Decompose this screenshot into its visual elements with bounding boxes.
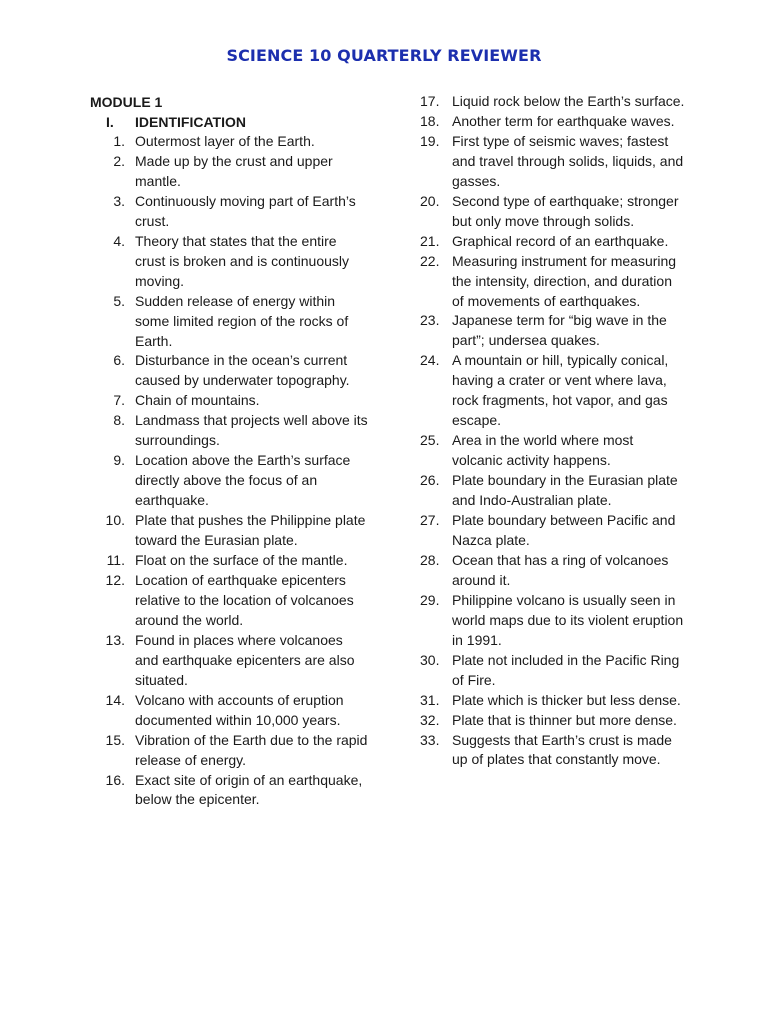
question-text: Second type of earthquake; stronger but only move through solids. [452, 192, 679, 229]
question-number: 17. [420, 93, 440, 109]
question-text: Plate which is thicker but less dense. [452, 691, 681, 708]
question-item [90, 771, 370, 811]
question-text: Graphical record of an earthquake. [452, 232, 669, 249]
question-text: Outermost layer of the Earth. [135, 133, 315, 149]
question-text: Theory that states that the entire crust is broken and is continuously moving. [135, 232, 349, 289]
question-item [420, 711, 686, 731]
question-item [90, 351, 370, 391]
question-text: Exact site of origin of an earthquake, below the epicenter. [135, 771, 363, 808]
question-item [420, 232, 686, 252]
question-text: Landmass that projects well above its surroundings. [135, 412, 368, 449]
section-heading [90, 112, 370, 132]
question-text: Plate boundary between Pacific and Nazca plate. [452, 512, 676, 548]
question-text: Disturbance in the ocean’s current caused by underwater topography. [135, 352, 350, 389]
question-text: First type of seismic waves; fastest and travel through solids, liquids, and gasses. [452, 132, 684, 189]
page-title: SCIENCE 10 QUARTERLY REVIEWER [226, 46, 542, 65]
left-question-list [90, 132, 370, 810]
question-text: Japanese term for “big wave in the part”; undersea quakes. [452, 312, 667, 349]
question-item [90, 631, 370, 691]
question-number: 27. [420, 512, 440, 529]
question-item [420, 92, 686, 112]
question-item [90, 232, 370, 292]
question-text: Made up by the crust and upper mantle. [135, 152, 333, 189]
question-item [90, 192, 370, 232]
question-number: 28. [420, 551, 440, 568]
left-column [90, 92, 370, 810]
question-text: A mountain or hill, typically conical, having a crater or vent where lava, rock fragments, hot vapor, and gas escape. [452, 352, 669, 429]
question-text: Continuously moving part of Earth’s crust. [135, 192, 356, 229]
question-item [90, 292, 370, 352]
question-number: 25. [420, 432, 440, 449]
question-text: Plate not included in the Pacific Ring of Fire. [452, 651, 680, 688]
question-number: 19. [420, 132, 440, 149]
question-item [90, 691, 370, 731]
question-number: 18. [420, 112, 440, 129]
question-text: Liquid rock below the Earth’s surface. [452, 93, 685, 109]
question-item [90, 731, 370, 771]
question-number: 24. [420, 352, 440, 369]
question-number: 9. [113, 452, 125, 469]
question-item [420, 651, 686, 691]
question-number: 13. [105, 631, 125, 648]
question-item [90, 571, 370, 631]
question-item [420, 591, 686, 651]
question-text: Plate that pushes the Philippine plate toward the Eurasian plate. [135, 512, 366, 549]
question-number: 15. [105, 731, 125, 748]
question-number: 6. [113, 352, 125, 369]
question-number: 26. [420, 472, 440, 489]
question-item [90, 451, 370, 511]
question-number: 30. [420, 651, 440, 668]
question-item [420, 132, 686, 192]
question-item [420, 431, 686, 471]
right-column [420, 92, 686, 770]
question-item [420, 252, 686, 312]
question-number: 11. [106, 552, 125, 569]
question-number: 29. [420, 591, 440, 608]
question-text: Location above the Earth’s surface directly above the focus of an earthquake. [135, 452, 351, 509]
question-number: 20. [420, 192, 440, 209]
question-number: 31. [420, 691, 440, 708]
question-text: Chain of mountains. [135, 392, 260, 409]
question-text: Another term for earthquake waves. [452, 112, 675, 129]
question-text: Plate that is thinner but more dense. [452, 711, 677, 728]
question-item [420, 731, 686, 771]
question-number: 5. [113, 292, 125, 309]
question-item [420, 511, 686, 551]
question-number: 2. [113, 152, 125, 169]
question-text: Ocean that has a ring of volcanoes around it. [452, 551, 669, 588]
question-text: Measuring instrument for measuring the intensity, direction, and duration of movements of earthquakes. [452, 252, 677, 309]
question-item [90, 551, 370, 571]
question-item [90, 152, 370, 192]
question-item [90, 132, 370, 152]
question-number: 12. [105, 571, 125, 588]
question-item [420, 691, 686, 711]
question-number: 10. [105, 512, 125, 529]
question-number: 14. [105, 691, 125, 708]
question-number: 4. [113, 232, 125, 249]
question-number: 7. [113, 392, 125, 409]
question-text: Location of earthquake epicenters relative to the location of volcanoes around the world. [135, 571, 354, 628]
question-item [420, 471, 686, 511]
question-text: Found in places where volcanoes and earthquake epicenters are also situated. [135, 631, 355, 688]
question-text: Area in the world where most volcanic activity happens. [452, 432, 634, 469]
question-item [90, 411, 370, 451]
question-text: Vibration of the Earth due to the rapid release of energy. [135, 731, 368, 768]
question-item [420, 311, 686, 351]
question-number: 23. [420, 312, 440, 329]
question-item [420, 551, 686, 591]
section-numeral: I. [106, 114, 114, 130]
question-number: 8. [113, 412, 125, 429]
question-item [420, 112, 686, 132]
question-item [90, 511, 370, 551]
question-text: Sudden release of energy within some limited region of the rocks of Earth. [135, 292, 349, 349]
section-title: IDENTIFICATION [135, 114, 246, 130]
module-label: MODULE 1 [90, 94, 163, 110]
question-number: 1. [113, 133, 125, 149]
question-item [420, 351, 686, 431]
question-number: 3. [113, 192, 125, 209]
question-text: Volcano with accounts of eruption documented within 10,000 years. [135, 691, 344, 728]
question-item [420, 192, 686, 232]
question-number: 16. [105, 771, 125, 788]
question-number: 33. [420, 731, 440, 748]
question-text: Philippine volcano is usually seen in world maps due to its violent eruption in 1991. [452, 591, 684, 648]
question-number: 22. [420, 252, 440, 269]
question-number: 21. [420, 232, 440, 249]
question-text: Float on the surface of the mantle. [135, 552, 348, 569]
question-text: Suggests that Earth’s crust is made up of plates that constantly move. [452, 731, 672, 768]
question-text: Plate boundary in the Eurasian plate and Indo-Australian plate. [452, 472, 678, 509]
question-number: 32. [420, 711, 440, 728]
right-question-list [420, 92, 686, 770]
question-item [90, 391, 370, 411]
